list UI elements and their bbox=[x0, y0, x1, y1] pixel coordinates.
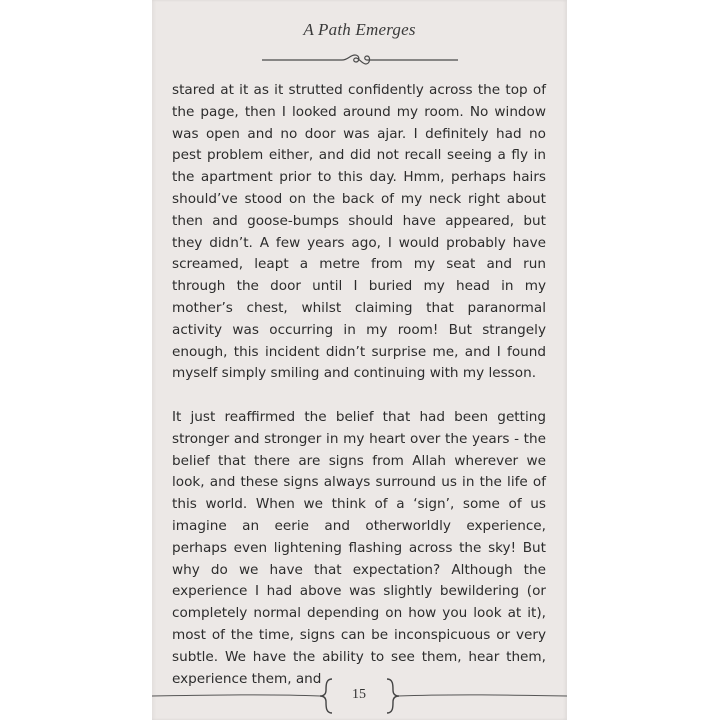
paragraph: It just reaffirmed the belief that had been getting stronger and stronger in my heart over the years - the belief that there are signs from Allah wherever we look, and these signs always surround us in the life of this world. When we think of a ‘sign’, some of us imagine an eerie and otherworldly experience, perhaps even lightening flashing across the sky! But why do we have that expectation? Although the experience I had above was slightly bewildering (or completely normal depending on how you look at it), most of the time, signs can be inconspicuous or very subtle. We have the ability to see them, hear them, experience them, and bbox=[172, 408, 546, 687]
flourish-divider-icon bbox=[260, 52, 460, 68]
running-head-title: A Path Emerges bbox=[303, 20, 416, 39]
page-number: 15 bbox=[352, 687, 366, 702]
body-text bbox=[172, 80, 546, 690]
paragraph: stared at it as it strutted confidently across the top of the page, then I looked around my room. No window was open and no door was ajar. I definitely had no pest problem either, and did not recall seeing a fly in the apartment prior to this day. Hmm, perhaps hairs should’ve stood on the back of my neck right about then and goose-bumps should have appeared, but they didn’t. A few years ago, I would probably have screamed, leapt a metre from my seat and run through the door until I buried my head in my mother’s chest, whilst claiming that paranormal activity was occurring in my room! But strangely enough, this incident didn’t surprise me, and I found myself simply smiling and continuing with my lesson. bbox=[172, 82, 546, 382]
book-page bbox=[152, 0, 567, 720]
